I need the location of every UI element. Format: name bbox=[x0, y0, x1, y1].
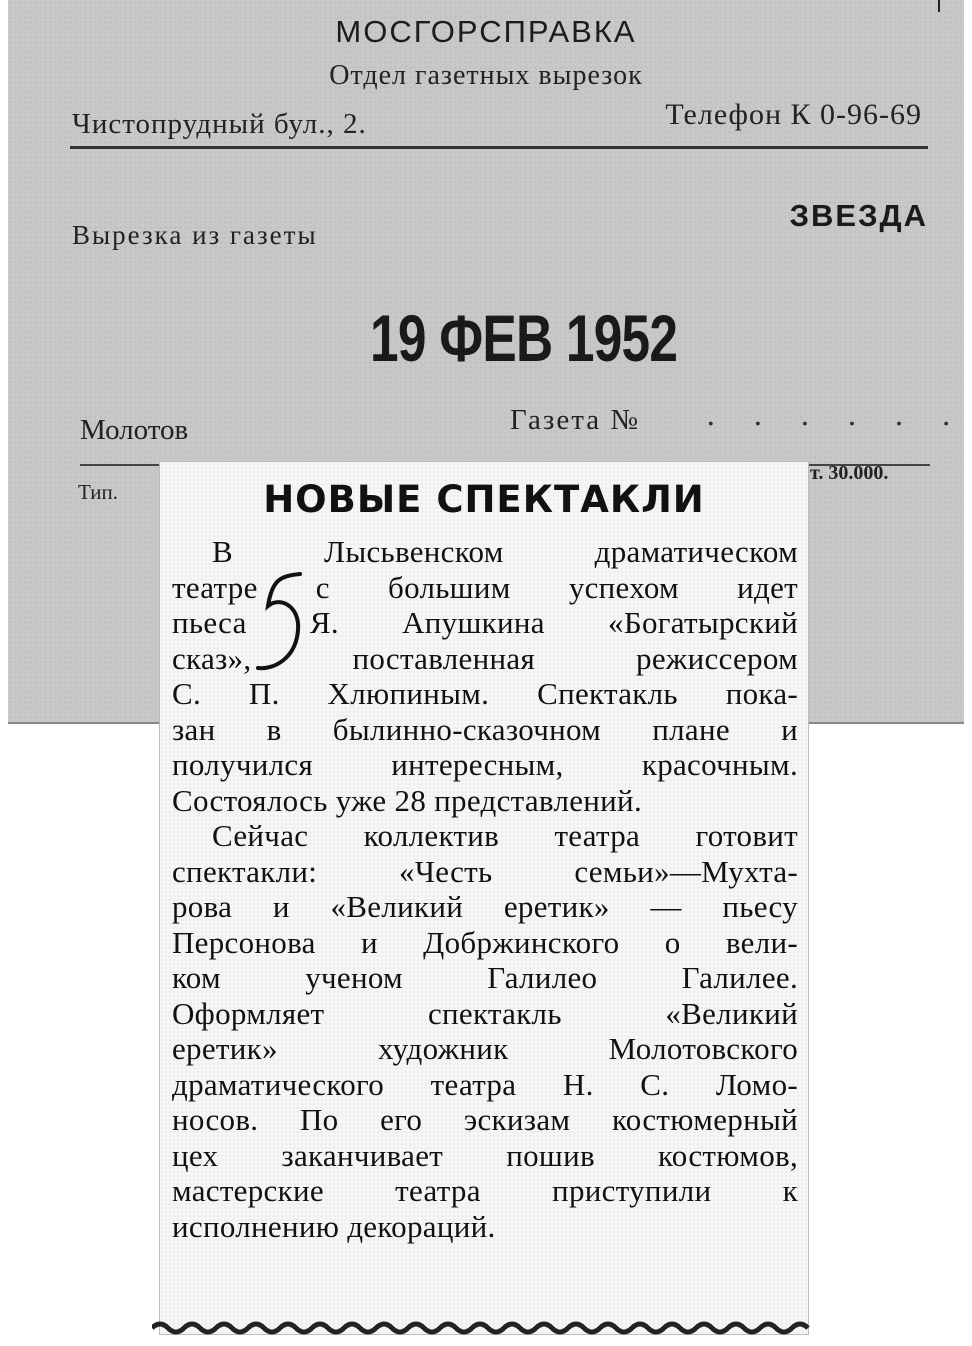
article-line: Состоялось уже 28 представлений. bbox=[172, 782, 642, 818]
article-line: зан в былинно-сказочном плане и bbox=[172, 711, 798, 747]
handwritten-mark bbox=[250, 566, 310, 696]
circulation-value: т. 30.000. bbox=[810, 462, 889, 484]
agency-name: МОСГОРСПРАВКА bbox=[335, 14, 637, 49]
article-line: исполнению декораций. bbox=[172, 1208, 496, 1244]
article-headline: НОВЫЕ СПЕКТАКЛИ bbox=[263, 478, 705, 521]
article-line: драматического театра Н. С. Ломо- bbox=[172, 1066, 798, 1102]
clipping-source-label: Вырезка из газеты bbox=[72, 220, 318, 250]
article-line: В Лысьвенском драматическом bbox=[212, 534, 798, 569]
article-line: пьеса Я. Апушкина «Богатырский bbox=[172, 605, 798, 640]
header-divider bbox=[70, 146, 928, 149]
article-line: получился интересным, красочным. bbox=[172, 747, 798, 782]
article-line: спектакли: «Честь семьи»—Мухта- bbox=[172, 853, 798, 889]
printing-house-label: Тип. bbox=[78, 480, 119, 504]
article-line: Сейчас коллектив театра готовит bbox=[212, 818, 798, 853]
article-line: ком ученом Галилео Галилее. bbox=[172, 960, 798, 995]
article-line: Оформляет спектакль «Великий bbox=[172, 995, 798, 1031]
article-line: С. П. Хлюпиным. Спектакль пока- bbox=[172, 676, 798, 711]
newspaper-name: ЗВЕЗДА bbox=[789, 198, 928, 233]
agency-address: Чистопрудный бул., 2. bbox=[72, 108, 367, 140]
issue-label: Газета № bbox=[510, 404, 641, 436]
torn-edge bbox=[152, 1318, 816, 1338]
article-line: рова и «Великий еретик» — пьесу bbox=[172, 889, 798, 924]
date-stamp: 19 ФЕВ 1952 bbox=[370, 301, 678, 375]
issue-number-blank: . . . . . . bbox=[706, 398, 965, 433]
edge-mark bbox=[938, 0, 940, 12]
department-name: Отдел газетных вырезок bbox=[329, 60, 643, 91]
article-line: еретик» художник Молотовского bbox=[172, 1031, 798, 1066]
city-name: Молотов bbox=[80, 414, 189, 446]
agency-phone: Телефон К 0-96-69 bbox=[665, 98, 922, 131]
article-line: носов. По его эскизам костюмерный bbox=[172, 1102, 798, 1137]
article-line: мастерские театра приступили к bbox=[172, 1173, 798, 1208]
article-line: Персонова и Добржинского о вели- bbox=[172, 924, 798, 960]
article-line: цех заканчивает пошив костюмов, bbox=[172, 1137, 798, 1173]
article-line: театре с большим успехом идет bbox=[172, 569, 798, 605]
article-line: сказ», поставленная режиссером bbox=[172, 640, 798, 676]
